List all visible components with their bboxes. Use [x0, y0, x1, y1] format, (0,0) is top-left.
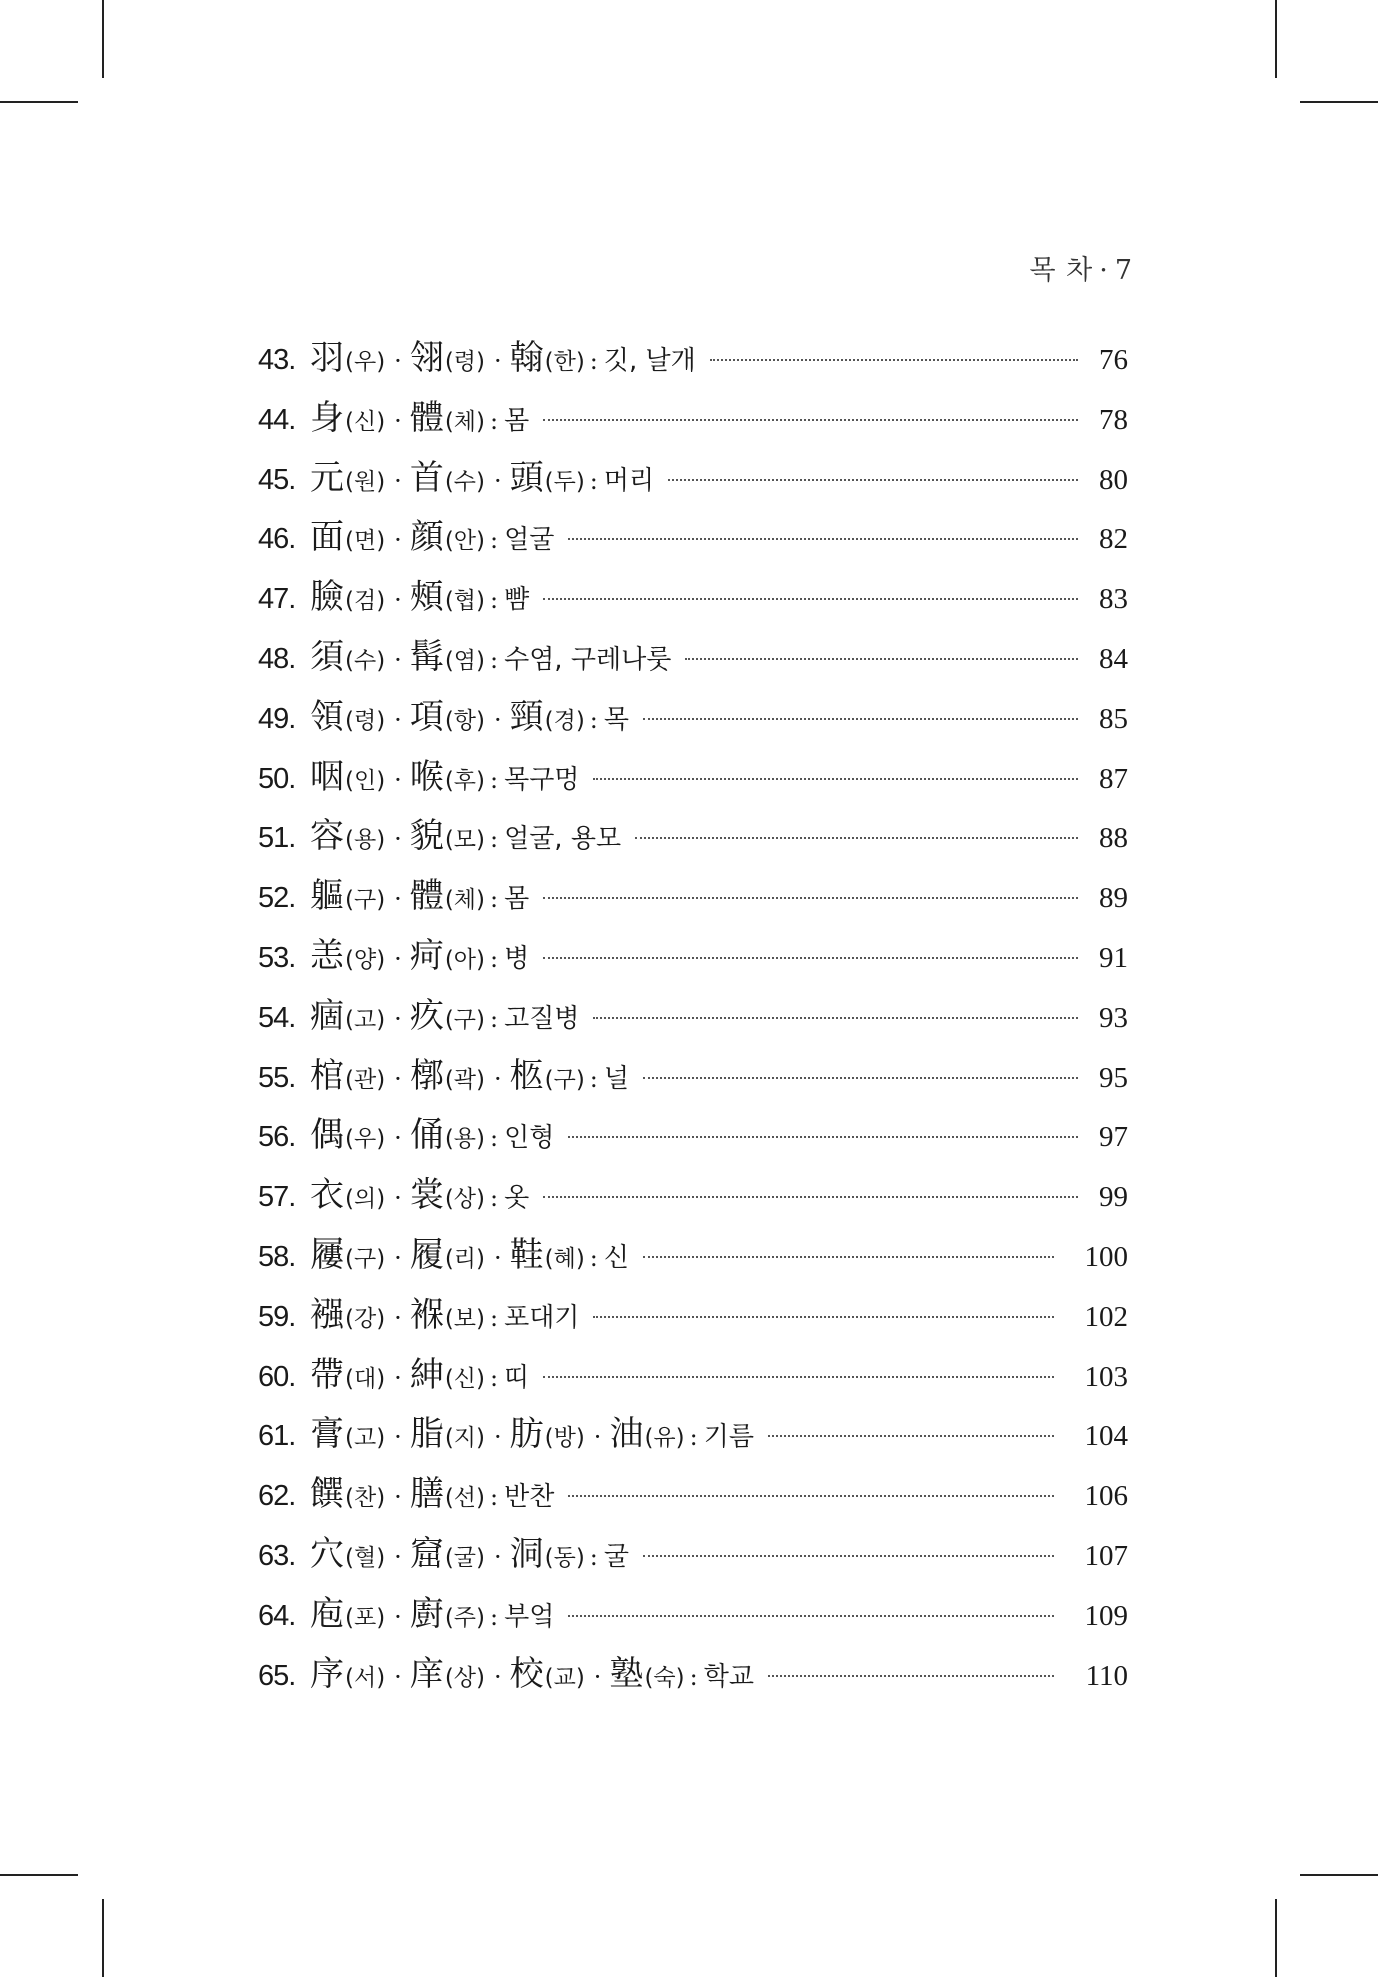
middle-dot: ·	[493, 1662, 502, 1691]
colon-separator: :	[489, 944, 499, 973]
dot-leader	[543, 1376, 1054, 1378]
colon-separator: :	[589, 1243, 598, 1272]
page-number: 93	[1099, 1001, 1128, 1034]
entry-number: 44.	[258, 403, 296, 436]
middle-dot: ·	[394, 885, 402, 914]
middle-dot: ·	[394, 1363, 402, 1392]
hanja-character: 恙	[310, 935, 344, 976]
colon-separator: :	[489, 1483, 499, 1512]
entry-meaning: 학교	[703, 1661, 754, 1692]
hanja-reading: (상)	[444, 1186, 485, 1213]
page-number: 89	[1099, 882, 1128, 915]
hanja-reading: (숙)	[644, 1664, 685, 1691]
hanja-character: 體	[409, 876, 444, 917]
dot-leader	[643, 718, 1078, 720]
hanja-reading: (항)	[444, 707, 485, 734]
hanja-reading: (경)	[544, 707, 585, 734]
hanja-reading: (아)	[444, 946, 485, 973]
hanja-reading: (고)	[345, 1006, 386, 1033]
hanja-reading: (대)	[345, 1365, 386, 1392]
page-number: 97	[1099, 1121, 1128, 1154]
page-number: 103	[1084, 1360, 1128, 1393]
entry-meaning: 부엌	[504, 1601, 555, 1632]
hanja-character: 項	[409, 696, 444, 737]
toc-entry	[258, 697, 1128, 757]
hanja-reading: (원)	[345, 468, 386, 495]
toc-entry	[258, 1175, 1128, 1235]
hanja-character: 翎	[409, 338, 444, 378]
entry-number: 61.	[258, 1420, 296, 1453]
middle-dot: ·	[394, 1483, 402, 1512]
toc-entry	[258, 876, 1128, 936]
hanja-character: 俑	[409, 1115, 444, 1156]
toc-entry	[258, 1355, 1128, 1415]
middle-dot: ·	[394, 1303, 402, 1332]
entry-meaning: 목	[603, 704, 630, 735]
colon-separator: :	[589, 1064, 598, 1093]
middle-dot: ·	[394, 645, 402, 674]
colon-separator: :	[489, 1602, 499, 1631]
colon-separator: :	[489, 645, 499, 674]
entry-meaning: 몸	[504, 884, 530, 915]
entry-meaning: 얼굴, 용모	[504, 824, 622, 855]
colon-separator: :	[489, 1184, 499, 1213]
hanja-character: 羽	[310, 338, 344, 378]
page-number: 100	[1084, 1240, 1128, 1273]
entry-meaning: 기름	[703, 1422, 754, 1453]
entry-meaning: 뺨	[504, 585, 530, 616]
hanja-reading: (면)	[345, 528, 386, 555]
toc-entry	[258, 637, 1128, 697]
hanja-reading: (용)	[444, 1126, 485, 1153]
hanja-character: 咽	[310, 756, 344, 797]
hanja-character: 衣	[310, 1175, 344, 1216]
hanja-reading: (양)	[345, 946, 386, 973]
toc-entry	[258, 816, 1128, 876]
hanja-character: 饌	[310, 1474, 344, 1515]
hanja-character: 疴	[409, 935, 444, 976]
hanja-reading: (협)	[444, 588, 485, 615]
entry-number: 53.	[258, 941, 296, 974]
toc-entry	[258, 1474, 1128, 1534]
entry-number: 50.	[258, 762, 296, 795]
table-of-contents	[258, 338, 1128, 1713]
hanja-reading: (굴)	[444, 1544, 485, 1571]
middle-dot: ·	[394, 1542, 402, 1571]
dot-leader	[668, 479, 1078, 481]
hanja-character: 痼	[310, 995, 344, 1036]
toc-entry	[258, 757, 1128, 817]
hanja-reading: (체)	[444, 408, 485, 435]
dot-leader	[593, 1316, 1054, 1318]
header-title: 목 차	[1029, 255, 1094, 286]
hanja-reading: (유)	[644, 1425, 685, 1452]
entry-meaning: 얼굴	[504, 525, 555, 556]
entry-number: 65.	[258, 1659, 296, 1692]
entry-number: 49.	[258, 702, 296, 735]
hanja-character: 棺	[310, 1055, 344, 1096]
entry-number: 56.	[258, 1121, 296, 1154]
page-number: 91	[1099, 941, 1128, 974]
toc-entry	[258, 1654, 1128, 1714]
hanja-reading: (령)	[345, 707, 386, 734]
dot-leader	[643, 1555, 1054, 1557]
entry-number: 60.	[258, 1360, 296, 1393]
entry-number: 58.	[258, 1240, 296, 1273]
hanja-reading: (포)	[345, 1604, 386, 1631]
colon-separator: :	[589, 347, 598, 375]
colon-separator: :	[489, 1124, 499, 1153]
dot-leader	[768, 1675, 1054, 1677]
toc-entry	[258, 1115, 1128, 1175]
entry-meaning: 목구멍	[504, 764, 580, 795]
entry-meaning: 병	[504, 943, 530, 974]
hanja-character: 須	[310, 636, 344, 677]
dot-leader	[593, 778, 1078, 780]
crop-mark	[102, 1899, 104, 1977]
hanja-character: 臉	[310, 577, 344, 618]
middle-dot: ·	[593, 1662, 602, 1691]
dot-leader	[643, 1077, 1078, 1079]
hanja-reading: (용)	[345, 827, 386, 854]
hanja-character: 面	[310, 517, 344, 558]
hanja-reading: (우)	[345, 349, 386, 375]
dot-leader	[710, 359, 1078, 361]
toc-entry	[258, 1295, 1128, 1355]
hanja-character: 脂	[409, 1414, 444, 1455]
hanja-reading: (리)	[444, 1245, 485, 1272]
entry-number: 47.	[258, 583, 296, 616]
colon-separator: :	[489, 1303, 499, 1332]
hanja-character: 膳	[409, 1474, 444, 1515]
entry-number: 45.	[258, 463, 296, 496]
hanja-character: 軀	[310, 876, 344, 917]
hanja-reading: (동)	[544, 1544, 585, 1571]
hanja-character: 屨	[310, 1234, 344, 1275]
hanja-reading: (선)	[444, 1485, 485, 1512]
dot-leader	[543, 419, 1078, 421]
colon-separator: :	[489, 1363, 499, 1392]
entry-meaning: 띠	[504, 1362, 530, 1393]
middle-dot: ·	[394, 1662, 402, 1691]
page-number: 107	[1084, 1539, 1128, 1572]
hanja-reading: (모)	[444, 827, 485, 854]
entry-number: 63.	[258, 1539, 296, 1572]
crop-mark	[1275, 0, 1277, 78]
hanja-character: 穴	[310, 1533, 344, 1574]
hanja-reading: (고)	[345, 1425, 386, 1452]
hanja-character: 校	[509, 1653, 544, 1694]
middle-dot: ·	[394, 526, 402, 555]
entry-meaning: 반찬	[504, 1482, 555, 1513]
entry-number: 43.	[258, 344, 296, 376]
hanja-character: 帶	[310, 1354, 344, 1395]
toc-entry	[258, 577, 1128, 637]
middle-dot: ·	[394, 765, 402, 794]
dot-leader	[568, 1495, 1054, 1497]
middle-dot: ·	[394, 347, 402, 375]
entry-meaning: 굴	[603, 1541, 630, 1572]
running-header	[1029, 248, 1133, 287]
middle-dot: ·	[493, 347, 502, 375]
hanja-reading: (혈)	[345, 1544, 386, 1571]
hanja-reading: (지)	[444, 1425, 485, 1452]
page-number: 104	[1084, 1420, 1128, 1453]
entry-number: 48.	[258, 642, 296, 675]
hanja-reading: (한)	[544, 349, 585, 375]
page-number: 110	[1085, 1659, 1128, 1692]
toc-entry	[258, 1414, 1128, 1474]
page-number: 109	[1084, 1599, 1128, 1632]
middle-dot: ·	[493, 466, 502, 495]
hanja-character: 元	[310, 457, 344, 498]
hanja-character: 肪	[509, 1414, 544, 1455]
toc-entry	[258, 1594, 1128, 1654]
hanja-reading: (두)	[544, 468, 585, 495]
hanja-reading: (구)	[444, 1006, 485, 1033]
hanja-character: 褓	[409, 1294, 444, 1335]
entry-number: 59.	[258, 1300, 296, 1333]
middle-dot: ·	[493, 1243, 502, 1272]
entry-meaning: 깃, 날개	[603, 346, 696, 376]
colon-separator: :	[489, 885, 499, 914]
hanja-character: 疚	[409, 995, 444, 1036]
entry-meaning: 머리	[603, 465, 655, 496]
hanja-character: 裳	[409, 1175, 444, 1216]
dot-leader	[543, 598, 1078, 600]
hanja-character: 庖	[310, 1593, 344, 1634]
entry-meaning: 수염, 구레나룻	[504, 644, 672, 675]
entry-number: 55.	[258, 1061, 296, 1094]
colon-separator: :	[489, 406, 499, 435]
hanja-reading: (방)	[544, 1425, 585, 1452]
middle-dot: ·	[493, 1542, 502, 1571]
hanja-character: 容	[310, 816, 344, 857]
colon-separator: :	[589, 466, 598, 495]
entry-meaning: 널	[603, 1063, 630, 1094]
colon-separator: :	[689, 1662, 698, 1691]
hanja-character: 庠	[409, 1653, 444, 1694]
page-number: 95	[1099, 1061, 1128, 1094]
dot-leader	[543, 1196, 1078, 1198]
entry-number: 64.	[258, 1599, 296, 1632]
hanja-reading: (구)	[544, 1066, 585, 1093]
hanja-reading: (검)	[345, 588, 386, 615]
header-separator: ·	[1099, 255, 1109, 286]
hanja-character: 廚	[409, 1593, 444, 1634]
entry-meaning: 옷	[504, 1183, 530, 1214]
page-number: 83	[1099, 583, 1128, 616]
hanja-character: 油	[609, 1414, 644, 1455]
entry-meaning: 고질병	[504, 1003, 580, 1034]
hanja-reading: (서)	[345, 1664, 386, 1691]
hanja-reading: (체)	[444, 887, 485, 914]
crop-mark	[102, 0, 104, 78]
hanja-reading: (신)	[345, 408, 386, 435]
page-number: 87	[1099, 762, 1128, 795]
entry-meaning: 인형	[504, 1123, 555, 1154]
toc-entry	[258, 936, 1128, 996]
header-page-number: 7	[1114, 255, 1133, 286]
hanja-reading: (보)	[444, 1305, 485, 1332]
hanja-character: 頸	[509, 696, 544, 737]
toc-entry	[258, 458, 1128, 518]
hanja-reading: (인)	[345, 767, 386, 794]
colon-separator: :	[489, 1004, 499, 1033]
entry-number: 57.	[258, 1181, 296, 1214]
page-number: 99	[1099, 1181, 1128, 1214]
dot-leader	[543, 897, 1078, 899]
colon-separator: :	[489, 825, 499, 854]
hanja-reading: (의)	[345, 1186, 386, 1213]
toc-entry	[258, 1235, 1128, 1295]
middle-dot: ·	[394, 1602, 402, 1631]
hanja-character: 槨	[409, 1055, 444, 1096]
colon-separator: :	[489, 526, 499, 555]
hanja-reading: (염)	[444, 647, 485, 674]
dot-leader	[568, 538, 1078, 540]
hanja-reading: (주)	[444, 1604, 485, 1631]
middle-dot: ·	[394, 1184, 402, 1213]
middle-dot: ·	[394, 406, 402, 435]
entry-number: 46.	[258, 523, 296, 556]
hanja-character: 頰	[409, 577, 444, 618]
crop-mark	[1300, 101, 1378, 103]
hanja-character: 窟	[409, 1533, 444, 1574]
page-number: 85	[1099, 702, 1128, 735]
crop-mark	[1275, 1899, 1277, 1977]
hanja-character: 履	[409, 1234, 444, 1275]
colon-separator: :	[589, 1542, 598, 1571]
colon-separator: :	[489, 586, 499, 615]
page-number: 78	[1099, 403, 1128, 436]
middle-dot: ·	[394, 1004, 402, 1033]
hanja-reading: (곽)	[444, 1066, 485, 1093]
hanja-reading: (우)	[345, 1126, 386, 1153]
hanja-reading: (후)	[444, 767, 485, 794]
middle-dot: ·	[394, 705, 402, 734]
entry-number: 54.	[258, 1001, 296, 1034]
dot-leader	[635, 837, 1078, 839]
middle-dot: ·	[394, 944, 402, 973]
hanja-character: 顔	[409, 517, 444, 558]
page-number: 106	[1084, 1480, 1128, 1513]
dot-leader	[768, 1435, 1054, 1437]
entry-number: 52.	[258, 882, 296, 915]
middle-dot: ·	[394, 466, 402, 495]
crop-mark	[1300, 1874, 1378, 1876]
hanja-reading: (령)	[444, 349, 485, 375]
hanja-character: 膏	[310, 1414, 344, 1455]
entry-meaning: 포대기	[504, 1302, 580, 1333]
hanja-character: 柩	[509, 1055, 544, 1096]
entry-meaning: 신	[603, 1242, 630, 1273]
toc-entry	[258, 996, 1128, 1056]
hanja-character: 襁	[310, 1294, 344, 1335]
middle-dot: ·	[493, 705, 502, 734]
toc-entry	[258, 517, 1128, 577]
toc-entry	[258, 338, 1128, 398]
middle-dot: ·	[394, 1124, 402, 1153]
entry-number: 62.	[258, 1480, 296, 1513]
dot-leader	[685, 658, 1078, 660]
page-number: 102	[1084, 1300, 1128, 1333]
page-number: 76	[1099, 344, 1128, 376]
page-number: 82	[1099, 523, 1128, 556]
middle-dot: ·	[493, 1423, 502, 1452]
hanja-character: 喉	[409, 756, 444, 797]
hanja-character: 頭	[509, 457, 544, 498]
hanja-reading: (수)	[444, 468, 485, 495]
dot-leader	[593, 1017, 1078, 1019]
hanja-character: 身	[310, 397, 344, 438]
middle-dot: ·	[394, 1423, 402, 1452]
page-number: 88	[1099, 822, 1128, 855]
hanja-character: 洞	[509, 1533, 544, 1574]
colon-separator: :	[689, 1423, 698, 1452]
page-number: 84	[1099, 642, 1128, 675]
colon-separator: :	[589, 705, 598, 734]
toc-entry	[258, 398, 1128, 458]
hanja-character: 鞋	[509, 1234, 544, 1275]
middle-dot: ·	[394, 1243, 402, 1272]
middle-dot: ·	[593, 1423, 602, 1452]
hanja-reading: (구)	[345, 887, 386, 914]
hanja-reading: (신)	[444, 1365, 485, 1392]
middle-dot: ·	[394, 825, 402, 854]
entry-number: 51.	[258, 822, 296, 855]
hanja-character: 貌	[409, 816, 444, 857]
hanja-character: 髯	[409, 636, 444, 677]
hanja-reading: (관)	[345, 1066, 386, 1093]
hanja-character: 體	[409, 397, 444, 438]
dot-leader	[643, 1256, 1054, 1258]
toc-entry	[258, 1534, 1128, 1594]
dot-leader	[568, 1136, 1078, 1138]
hanja-character: 序	[310, 1653, 344, 1694]
hanja-reading: (교)	[544, 1664, 585, 1691]
hanja-character: 偶	[310, 1115, 344, 1156]
entry-meaning: 몸	[504, 405, 530, 436]
hanja-reading: (상)	[444, 1664, 485, 1691]
crop-mark	[0, 1874, 78, 1876]
middle-dot: ·	[493, 1064, 502, 1093]
hanja-character: 首	[409, 457, 444, 498]
middle-dot: ·	[394, 1064, 402, 1093]
hanja-character: 塾	[609, 1653, 644, 1694]
dot-leader	[543, 957, 1078, 959]
crop-mark	[0, 101, 78, 103]
hanja-reading: (수)	[345, 647, 386, 674]
hanja-reading: (혜)	[544, 1245, 585, 1272]
hanja-character: 領	[310, 696, 344, 737]
hanja-reading: (안)	[444, 528, 485, 555]
hanja-reading: (강)	[345, 1305, 386, 1332]
page-number: 80	[1099, 463, 1128, 496]
hanja-reading: (구)	[345, 1245, 386, 1272]
hanja-character: 翰	[509, 338, 544, 378]
hanja-reading: (찬)	[345, 1485, 386, 1512]
hanja-character: 紳	[409, 1354, 444, 1395]
toc-entry	[258, 1056, 1128, 1116]
dot-leader	[568, 1615, 1054, 1617]
colon-separator: :	[489, 765, 499, 794]
middle-dot: ·	[394, 586, 402, 615]
